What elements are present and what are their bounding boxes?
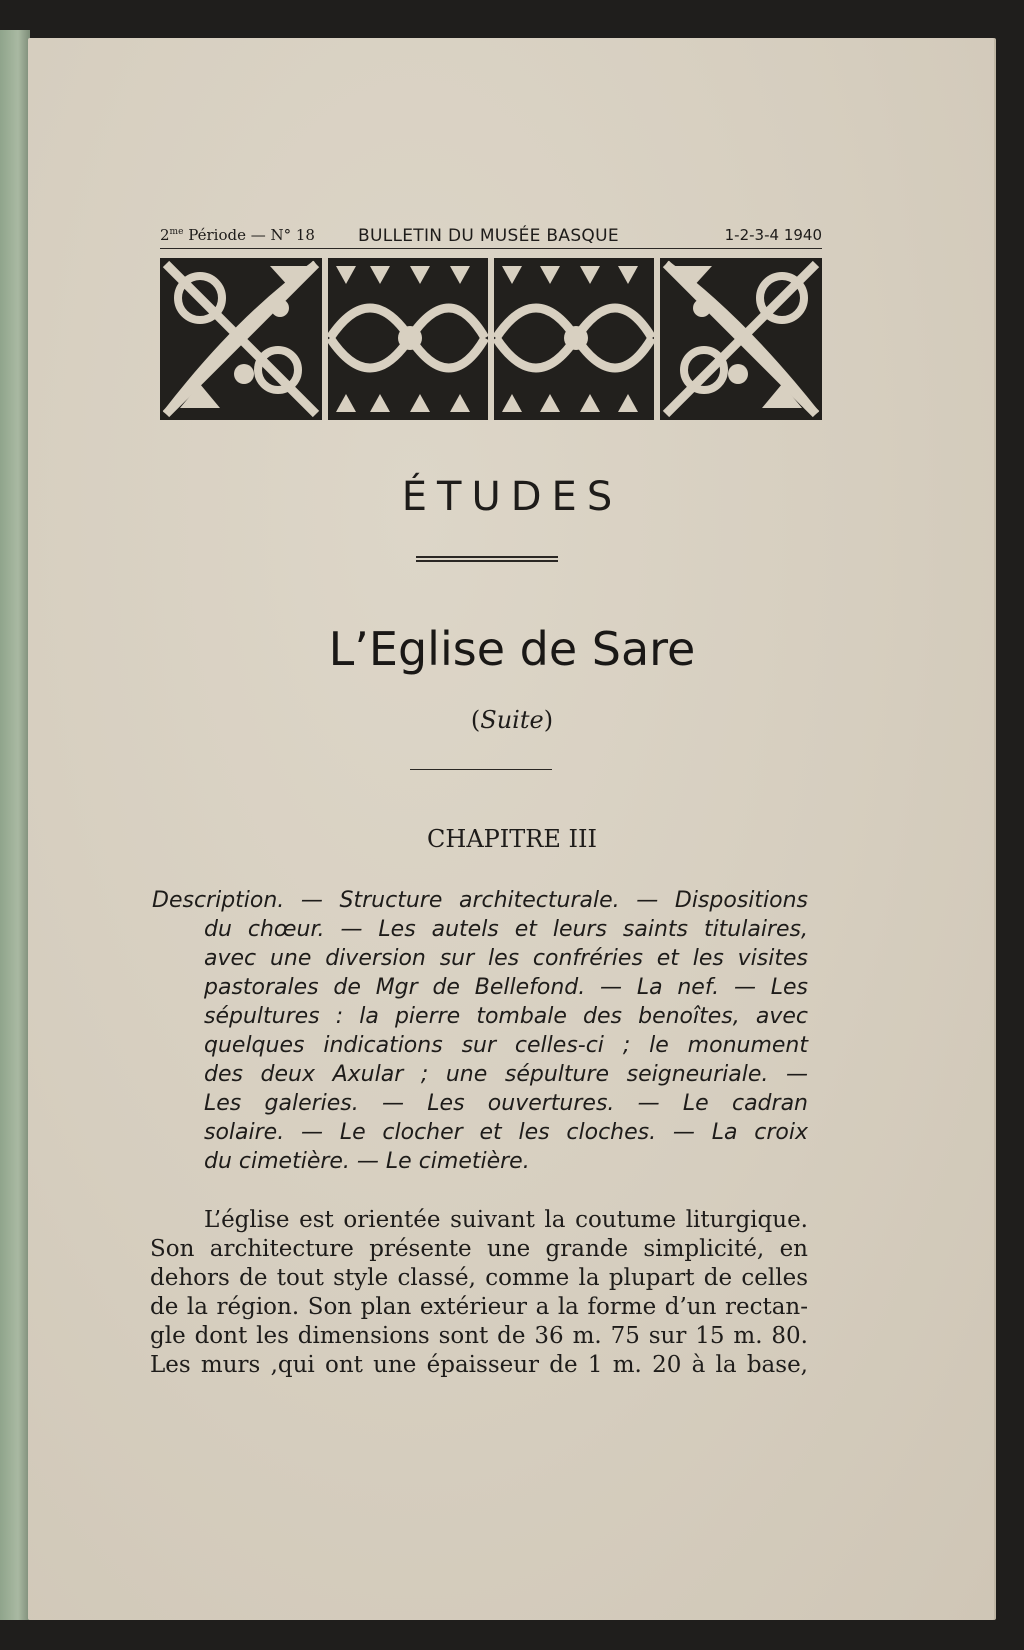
running-header — [160, 226, 822, 249]
period-label: Période — N° 18 — [183, 226, 315, 244]
body-line: Son architecture présente une grande simplicité, en — [150, 1236, 808, 1262]
summary-line: du cimetière. — Le cimetière. — [204, 1149, 530, 1174]
chapter-heading: CHAPITRE III — [427, 825, 597, 853]
subtitle-close-paren: ) — [543, 706, 554, 734]
body-line: dehors de tout style classé, comme la plupart de celles — [150, 1265, 808, 1291]
header-issue: 1-2-3-4 1940 — [724, 226, 822, 244]
body-paragraph — [150, 1206, 808, 1380]
summary-line: pastorales de Mgr de Bellefond. — La nef. — Les — [204, 975, 808, 1000]
article-title: L’Eglise de Sare — [328, 622, 696, 676]
summary-line: Les galeries. — Les ouvertures. — Le cadran — [204, 1091, 808, 1116]
summary-line: avec une diversion sur les confréries et les visites — [204, 946, 808, 971]
header-period — [160, 226, 315, 244]
subtitle-open-paren: ( — [470, 706, 481, 734]
subtitle-text: Suite — [480, 706, 544, 734]
header-journal: BULLETIN DU MUSÉE BASQUE — [358, 226, 619, 246]
summary-line: du chœur. — Les autels et leurs saints titulaires, — [204, 917, 808, 942]
summary-line: sépultures : la pierre tombale des benoîtes, avec — [204, 1004, 808, 1029]
summary-line: quelques indications sur celles-ci ; le monument — [204, 1033, 808, 1058]
article-subtitle — [0, 706, 1024, 734]
basque-geometric-ornament-band — [160, 258, 822, 420]
double-divider — [416, 556, 558, 562]
period-superscript: me — [169, 227, 184, 237]
summary-line: des deux Axular ; une sépulture seigneuriale. — — [204, 1062, 808, 1087]
summary-line: Description. — Structure architecturale. — Dispositions — [152, 888, 808, 913]
summary-line: solaire. — Le clocher et les cloches. — La croix — [204, 1120, 808, 1145]
section-title: ÉTUDES — [401, 474, 623, 520]
body-line: L’église est orientée suivant la coutume liturgique. — [204, 1207, 808, 1233]
body-line: gle dont les dimensions sont de 36 m. 75 sur 15 m. 80. — [150, 1323, 808, 1349]
body-line: Les murs ,qui ont une épaisseur de 1 m. 20 à la base, — [150, 1352, 808, 1378]
chapter-summary — [152, 886, 808, 1176]
body-line: de la région. Son plan extérieur a la forme d’un rectan- — [150, 1294, 808, 1320]
period-number: 2 — [160, 226, 170, 244]
short-divider — [410, 769, 552, 770]
